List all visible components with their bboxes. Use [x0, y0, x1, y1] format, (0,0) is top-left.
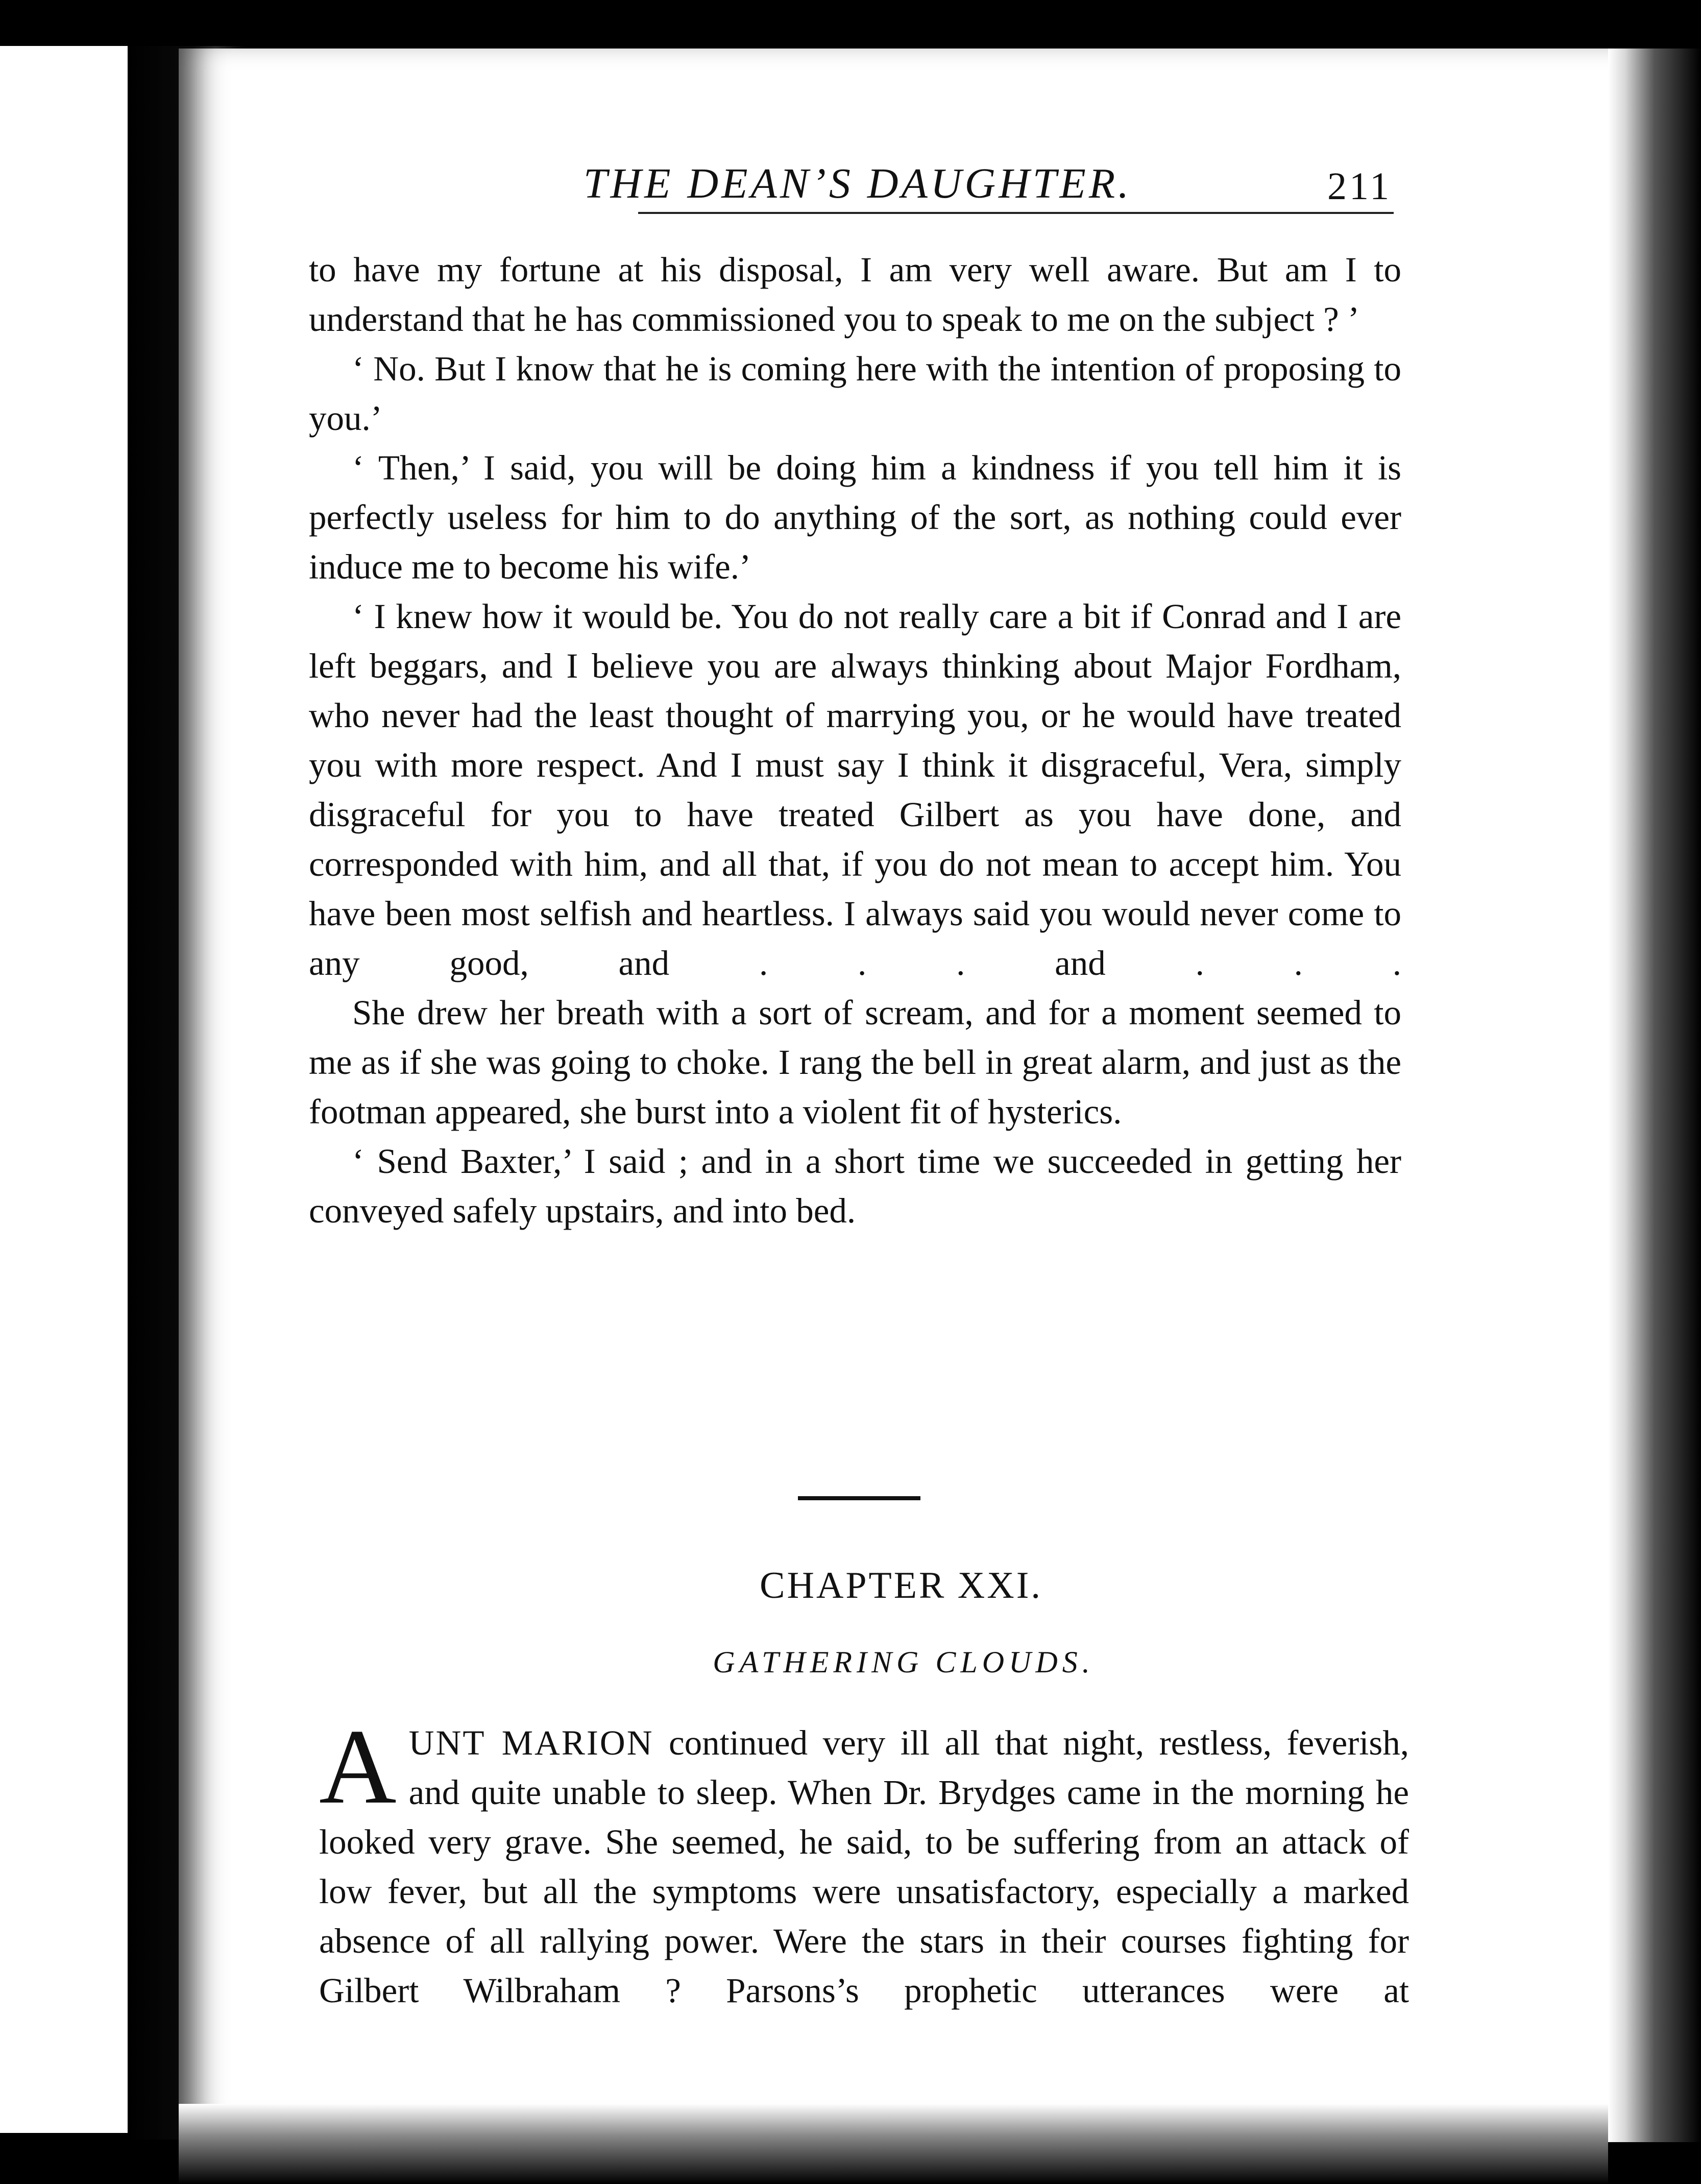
paragraph: ‘ I knew how it would be. You do not really care a bit if Conrad and I are left beggars, and I believe you are always thinking about Major Fordham, who never had the least thought of marrying you, or he would have treated you with more respect. And I must say I think it disgraceful, Vera, simply disgraceful for you to have treated Gilbert as you have done, and corresponded with him, and all that, if you do not mean to accept him. You have been most selfish and heartless. I always said you would never come to any good, and . . . and . . .: [309, 597, 1401, 982]
paragraph: to have my fortune at his disposal, I am very well aware. But am I to understand that he has commissioned you to speak to me on the subject ? ’: [309, 250, 1401, 339]
paragraph: ‘ Then,’ I said, you will be doing him a kindness if you tell him it is perfectly useless for him to do anything of the sort, as nothing could ever induce me to become his wife.’: [309, 448, 1401, 586]
book-page: [179, 49, 1608, 2122]
section-divider-rule: [798, 1496, 920, 1500]
chapter-opening-text: continued very ill all that night, restless, feverish, and quite unable to sleep. When Dr. Brydges came in the morning he looked very grave. She seemed, he said, to be suffering from an attack of low fever, but all the symptoms were unsatisfactory, especially a marked absence of all rallying power. Were the stars in their courses fighting for Gilbert Wilbraham ? Parsons’s prophetic utterances were at: [319, 1723, 1409, 2010]
chapter-subtitle: GATHERING CLOUDS.: [713, 1645, 1095, 1679]
running-head-title: THE DEAN’S DAUGHTER.: [583, 160, 1132, 207]
paragraph: ‘ No. But I know that he is coming here with the intention of proposing to you.’: [309, 349, 1401, 438]
body-text: [309, 245, 1401, 1236]
running-head: [179, 153, 1608, 214]
chapter-lead-in: UNT MARION: [408, 1723, 654, 1762]
chapter-title: CHAPTER XXI.: [760, 1565, 1042, 1606]
page-number: 211: [1327, 165, 1392, 208]
chapter-opening-paragraph: [319, 1708, 1409, 2015]
paragraph: She drew her breath with a sort of scream, and for a moment seemed to me as if she was going to choke. I rang the bell in great alarm, and just as the footman appeared, she burst into a violent fit of hysterics.: [309, 993, 1401, 1131]
paragraph: ‘ Send Baxter,’ I said ; and in a short time we succeeded in getting her conveyed safely upstairs, and into bed.: [309, 1142, 1401, 1230]
left-facing-page: [0, 46, 128, 2133]
drop-cap: A: [319, 1708, 397, 1826]
page-edge-shadow: [1608, 49, 1701, 2142]
page-bottom-shadow: [179, 2104, 1608, 2184]
header-rule: [638, 212, 1394, 214]
